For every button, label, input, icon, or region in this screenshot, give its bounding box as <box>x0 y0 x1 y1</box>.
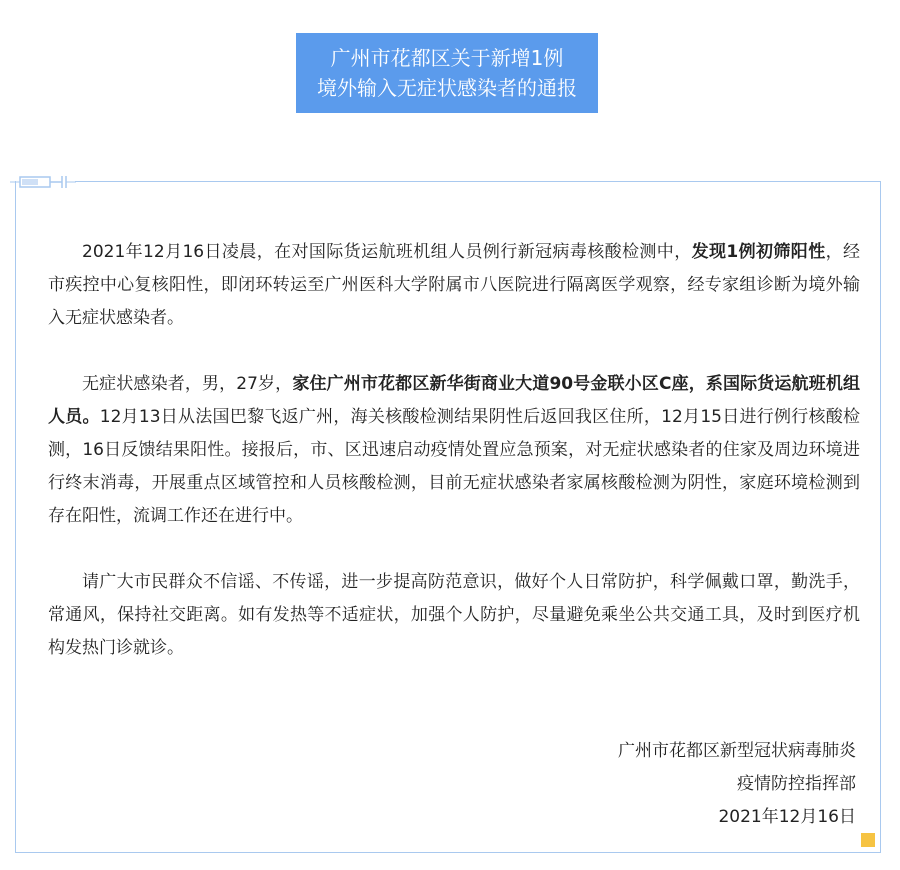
notice-title <box>296 33 598 113</box>
title-line-1: 广州市花都区关于新增1例 <box>330 46 564 70</box>
corner-decoration <box>861 833 875 847</box>
signature-block <box>618 735 856 834</box>
signature-date: 2021年12月16日 <box>718 807 856 827</box>
paragraph-2 <box>48 368 860 533</box>
paragraph-1 <box>48 236 860 335</box>
paragraph-1-text-c: ，经市疾控中心复核阳性，即闭环转运至广州医科大学附属市八医院进行隔离医学观察，经专家组诊断为境外输入无症状感染者。 <box>48 242 860 328</box>
paragraph-2-highlight: 家住广州市花都区新华街商业大道90号金联小区C座，系国际货运航班机组人员。 <box>48 374 860 427</box>
signature-org-line-2: 疫情防控指挥部 <box>737 774 856 794</box>
title-line-2: 境外输入无症状感染者的通报 <box>317 76 577 100</box>
signature-org-line-1: 广州市花都区新型冠状病毒肺炎 <box>618 741 856 761</box>
paragraph-1-highlight: 发现1例初筛阳性 <box>691 242 826 262</box>
paragraph-3: 请广大市民群众不信谣、不传谣，进一步提高防范意识，做好个人日常防护，科学佩戴口罩，勤洗手，常通风，保持社交距离。如有发热等不适症状，加强个人防护，尽量避免乘坐公共交通工具，及时到医疗机构发热门诊就诊。 <box>48 572 860 658</box>
notice-body <box>48 236 860 698</box>
paragraph-2-text-a: 无症状感染者，男，27岁， <box>82 374 293 394</box>
paragraph-2-text-c: 12月13日从法国巴黎飞返广州，海关核酸检测结果阴性后返回我区住所，12月15日进行例行核酸检测，16日反馈结果阳性。接报后，市、区迅速启动疫情处置应急预案，对无症状感染者的住家及周边环境进行终末消毒，开展重点区域管控和人员核酸检测，目前无症状感染者家属核酸检测为阴性，家庭环境检测到存在阳性，流调工作还在进行中。 <box>48 407 860 526</box>
paragraph-1-text-a: 2021年12月16日凌晨，在对国际货运航班机组人员例行新冠病毒核酸检测中， <box>82 242 692 262</box>
